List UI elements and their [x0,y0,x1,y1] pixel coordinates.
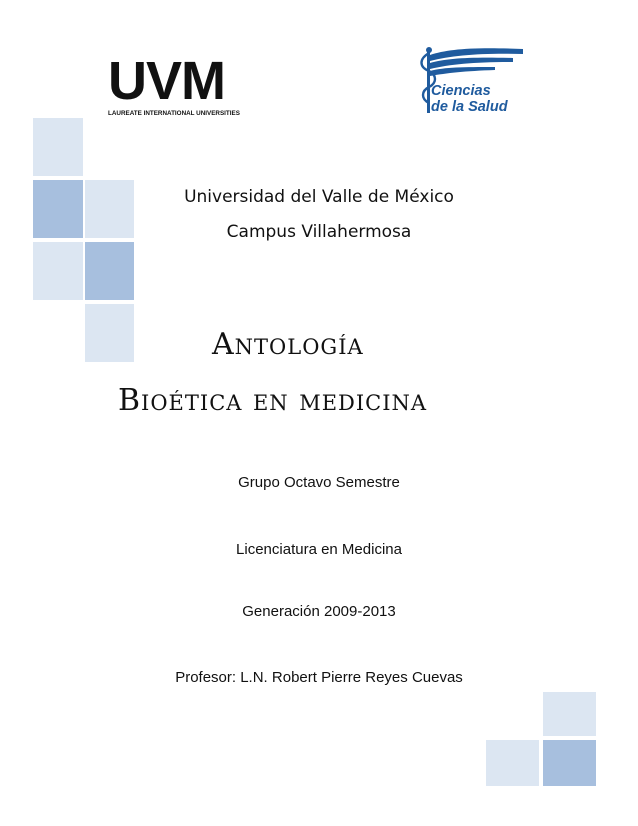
campus-name: Campus Villahermosa [226,222,412,242]
uvm-logo-tagline: LAUREATE INTERNATIONAL UNIVERSITIES [108,110,240,117]
ciencias-salud-logo [413,45,528,125]
uvm-logo-wordmark: UVM [108,51,225,111]
professor-label: Profesor: L.N. Robert Pierre Reyes Cuevas [175,669,463,686]
uvm-logo [108,51,260,120]
decor-square [85,242,134,300]
document-subtitle: Bioética en medicina [118,383,428,418]
university-name: Universidad del Valle de México [184,187,454,207]
decor-square [33,118,83,176]
group-label: Grupo Octavo Semestre [238,474,400,491]
degree-label: Licenciatura en Medicina [236,541,402,558]
ciencias-salud-text [431,83,508,115]
decor-square [543,740,596,786]
decor-square [33,242,83,300]
decor-square [543,692,596,736]
decor-square [85,304,134,362]
ciencias-line2: de la Salud [431,99,508,115]
generation-label: Generación 2009-2013 [242,603,396,620]
ciencias-line1: Ciencias [431,83,491,99]
document-title: Antología [212,327,364,362]
decor-square [486,740,539,786]
